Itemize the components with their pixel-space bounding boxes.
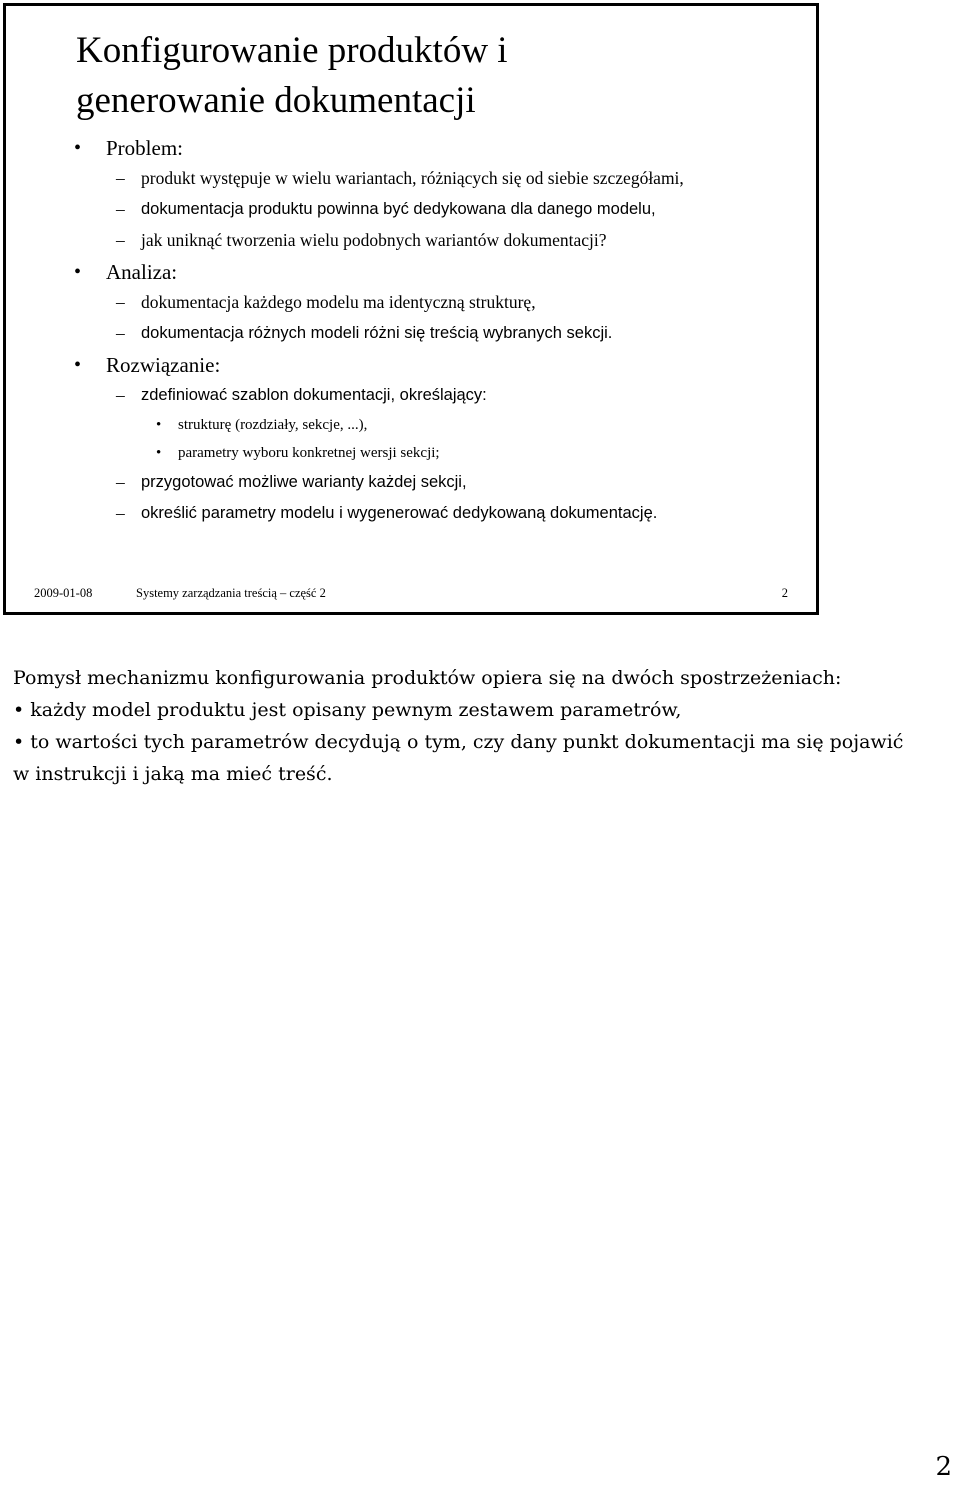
list-item <box>6 499 816 527</box>
slide-title-line-1: Konfigurowanie produktów i <box>76 30 508 71</box>
slide-title-line-2: generowanie dokumentacji <box>76 80 476 121</box>
list-item-text: zdefiniować szablon dokumentacji, określający: <box>141 386 487 404</box>
speaker-notes <box>13 662 913 790</box>
sub-list-item <box>6 440 816 466</box>
list-item-text: dokumentacja każdego modelu ma identyczną strukturę, <box>141 292 536 312</box>
section-solution <box>6 351 816 379</box>
dash-icon: – <box>116 168 125 188</box>
slide-footer-course: Systemy zarządzania treścią – część 2 <box>136 586 326 600</box>
dash-icon: – <box>116 199 125 219</box>
notes-item: • każdy model produktu jest opisany pewnym zestawem parametrów, <box>13 699 682 721</box>
page-number: 2 <box>935 1452 952 1482</box>
slide-title <box>76 26 796 126</box>
section-heading: Analiza: <box>106 260 178 284</box>
section-problem <box>6 134 816 162</box>
list-item <box>6 468 816 496</box>
bullet-icon: • <box>74 261 82 283</box>
bullet-icon: • <box>74 354 82 376</box>
list-item <box>6 381 816 409</box>
section-analysis <box>6 258 816 286</box>
list-item-text: produkt występuje w wielu wariantach, różniących się od siebie szczegółami, <box>141 168 684 188</box>
slide-content <box>6 134 816 530</box>
dash-icon: – <box>116 503 125 523</box>
list-item <box>6 164 816 192</box>
slide-frame <box>3 3 819 615</box>
list-item-text: przygotować możliwe warianty każdej sekcji, <box>141 473 467 491</box>
list-item <box>6 319 816 347</box>
dash-icon: – <box>116 385 125 405</box>
dash-icon: – <box>116 292 125 312</box>
sub-list-item-text: strukturę (rozdziały, sekcje, ...), <box>178 417 368 433</box>
section-heading: Rozwiązanie: <box>106 353 221 377</box>
list-item <box>6 288 816 316</box>
notes-intro: Pomysł mechanizmu konfigurowania produktów opiera się na dwóch spostrzeżeniach: <box>13 667 842 689</box>
list-item-text: określić parametry modelu i wygenerować dedykowaną dokumentację. <box>141 504 658 522</box>
bullet-icon: • <box>156 417 162 433</box>
list-item-text: jak uniknąć tworzenia wielu podobnych wariantów dokumentacji? <box>141 230 607 250</box>
list-item <box>6 226 816 254</box>
sub-list-item-text: parametry wyboru konkretnej wersji sekcji; <box>178 445 440 461</box>
bullet-icon: • <box>74 137 82 159</box>
bullet-icon: • <box>156 445 162 461</box>
list-item <box>6 195 816 223</box>
slide-footer-date: 2009-01-08 <box>34 586 93 600</box>
slide-footer-number: 2 <box>781 586 788 600</box>
notes-item: • to wartości tych parametrów decydują o tym, czy dany punkt dokumentacji ma się pojawić w instrukcji i jaką ma mieć treść. <box>13 731 904 785</box>
dash-icon: – <box>116 472 125 492</box>
dash-icon: – <box>116 323 125 343</box>
list-item-text: dokumentacja produktu powinna być dedykowana dla danego modelu, <box>141 200 656 218</box>
list-item-text: dokumentacja różnych modeli różni się treścią wybranych sekcji. <box>141 324 613 342</box>
sub-list-item <box>6 412 816 438</box>
section-heading: Problem: <box>106 136 183 160</box>
dash-icon: – <box>116 230 125 250</box>
